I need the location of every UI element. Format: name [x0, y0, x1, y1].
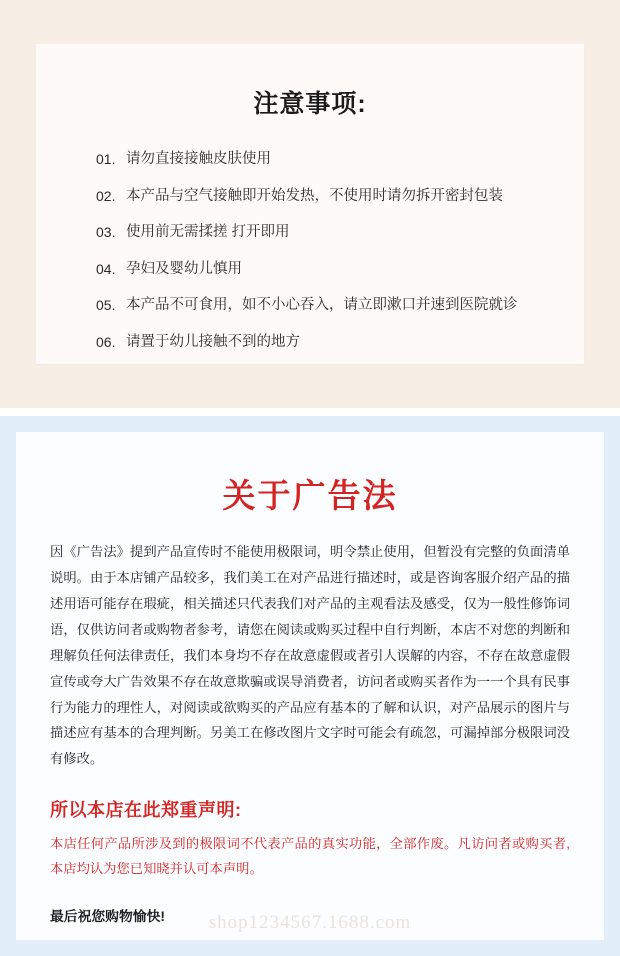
notice-item-number: 02. [96, 187, 116, 204]
watermark: shop1234567.1688.com [208, 912, 412, 933]
notice-item-text: 本产品不可食用，如不小心吞入，请立即漱口并速到医院就诊 [126, 297, 518, 314]
notice-item-number: 03. [96, 224, 116, 241]
advertising-law-section [0, 416, 620, 956]
advertising-law-card [16, 432, 604, 940]
section-divider [0, 408, 620, 416]
notice-title: 注意事项: [253, 90, 367, 118]
notice-item-number: 04. [96, 260, 116, 277]
law-statement-text: 本店任何产品所涉及到的极限词不代表产品的真实功能，全部作废。凡访问者或购买者,本店均认为您已知晓并认可本声明。 [50, 836, 570, 876]
notice-item-text: 请置于幼儿接触不到的地方 [126, 333, 300, 350]
page-title: 关于广告法 [222, 477, 398, 514]
notice-item-number: 05. [96, 297, 116, 314]
notice-item-number: 06. [96, 333, 116, 350]
notice-card [36, 44, 584, 364]
notice-item-text: 本产品与空气接触即开始发热，不使用时请勿拆开密封包装 [126, 187, 503, 204]
law-closing-text: 最后祝您购物愉快! [50, 909, 165, 925]
notice-item-text: 请勿直接接触皮肤使用 [126, 151, 271, 167]
list-item [96, 150, 550, 170]
notice-list [70, 150, 550, 352]
list-item [96, 223, 550, 243]
notice-item-number: 01. [96, 151, 116, 167]
list-item [96, 296, 550, 316]
notice-item-text: 孕妇及婴幼儿慎用 [126, 260, 242, 277]
law-statement-heading: 所以本店在此郑重声明: [50, 800, 242, 821]
list-item [96, 333, 550, 353]
list-item [96, 260, 550, 280]
law-body-text: 因《广告法》提到产品宣传时不能使用极限词，明令禁止使用，但暂没有完整的负面清单说明。由于本店铺产品较多，我们美工在对产品进行描述时，或是咨询客服介绍产品的描述用语可能存在瑕疵，相关描述只代表我们对产品的主观看法及感受，仅为一般性修饰词语，仅供访问者或购物者参考，请您在阅读或购买过程中自行判断，本店不对您的判断和理解负任何法律责任，我们本身均不存在故意虚假或者引人误解的内容，不存在故意虚假宣传或夸大广告效果不存在故意欺骗或误导消费者，访问者或购买者作为一一个具有民事行为能力的理性人，对阅读或欲购买的产品应有基本的了解和认识，对产品展示的图片与描述应有基本的合理判断。另美工在修改图片文字时可能会有疏忽，可漏掉部分极限词没有修改。 [50, 544, 570, 767]
list-item [96, 187, 550, 207]
notice-item-text: 使用前无需揉搓 打开即用 [126, 224, 290, 241]
notice-section [0, 0, 620, 408]
